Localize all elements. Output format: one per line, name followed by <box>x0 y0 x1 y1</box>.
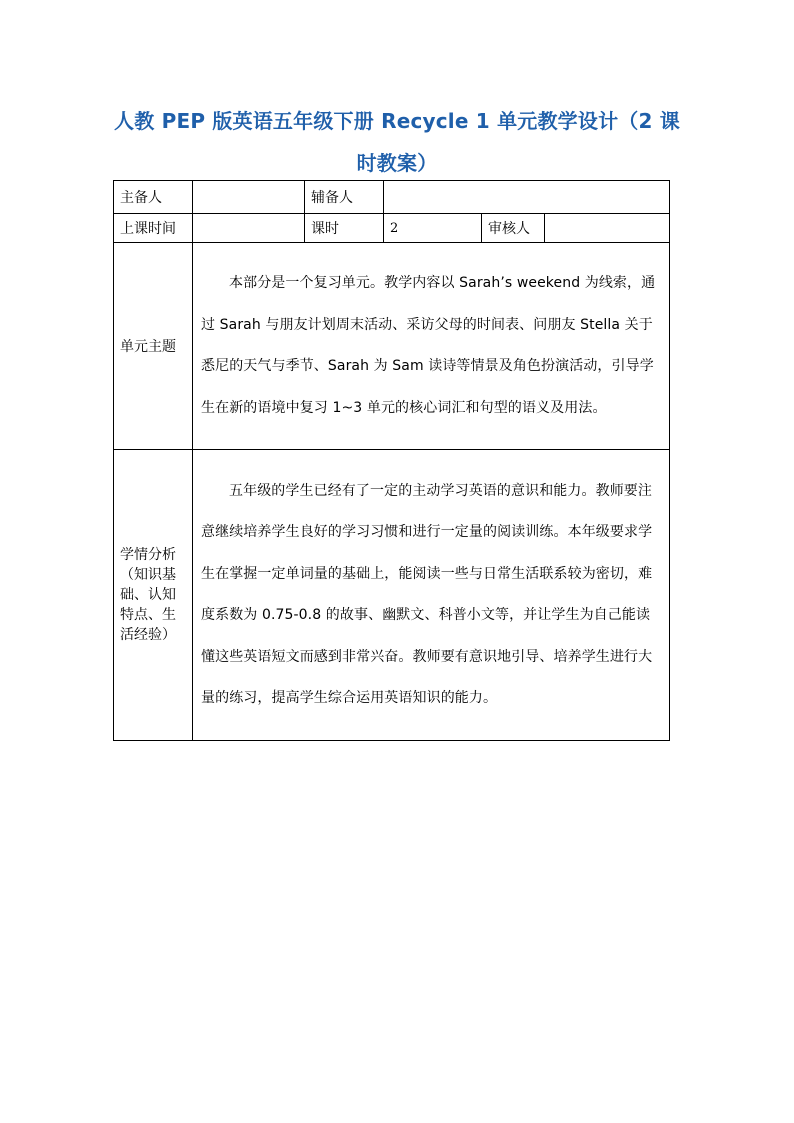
learner-analysis-label: 学情分析（知识基础、认知特点、生活经验） <box>114 450 193 741</box>
periods-value: 2 <box>384 214 482 243</box>
table-row <box>114 243 670 450</box>
document-title: 人教 PEP 版英语五年级下册 Recycle 1 单元教学设计（2 课时教案） <box>114 109 680 175</box>
reviewer-label: 审核人 <box>482 214 545 243</box>
unit-theme-text: 本部分是一个复习单元。教学内容以 Sarah’s weekend 为线索，通过 Sarah 与朋友计划周末活动、采访父母的时间表、问朋友 Stella 关于悉尼的天气与季节、Sarah 为 Sam 读诗等情景及角色扮演活动，引导学生在新的语境中复习 1~3 单元的核心词汇和句型的语义及用法。 <box>201 275 656 416</box>
main-preparer-value <box>193 181 305 214</box>
learner-analysis-text: 五年级的学生已经有了一定的主动学习英语的意识和能力。教师要注意继续培养学生良好的学习习惯和进行一定量的阅读训练。本年级要求学生在掌握一定单词量的基础上，能阅读一些与日常生活联系较为密切，难度系数为 0.75-0.8 的故事、幽默文、科普小文等，并让学生为自己能读懂这些英语短文而感到非常兴奋。教师要有意识地引导、培养学生进行大量的练习，提高学生综合运用英语知识的能力。 <box>201 482 653 706</box>
learner-analysis-cell <box>193 450 670 741</box>
class-time-label: 上课时间 <box>114 214 193 243</box>
main-preparer-label: 主备人 <box>114 181 193 214</box>
unit-theme-cell <box>193 243 670 450</box>
table-row <box>114 450 670 741</box>
table-row <box>114 214 670 243</box>
assistant-preparer-label: 辅备人 <box>305 181 384 214</box>
table-row <box>114 181 670 214</box>
class-time-value <box>193 214 305 243</box>
unit-theme-label: 单元主题 <box>114 243 193 450</box>
assistant-preparer-value <box>384 181 670 214</box>
lesson-plan-table <box>113 180 670 741</box>
periods-label: 课时 <box>305 214 384 243</box>
reviewer-value <box>545 214 670 243</box>
